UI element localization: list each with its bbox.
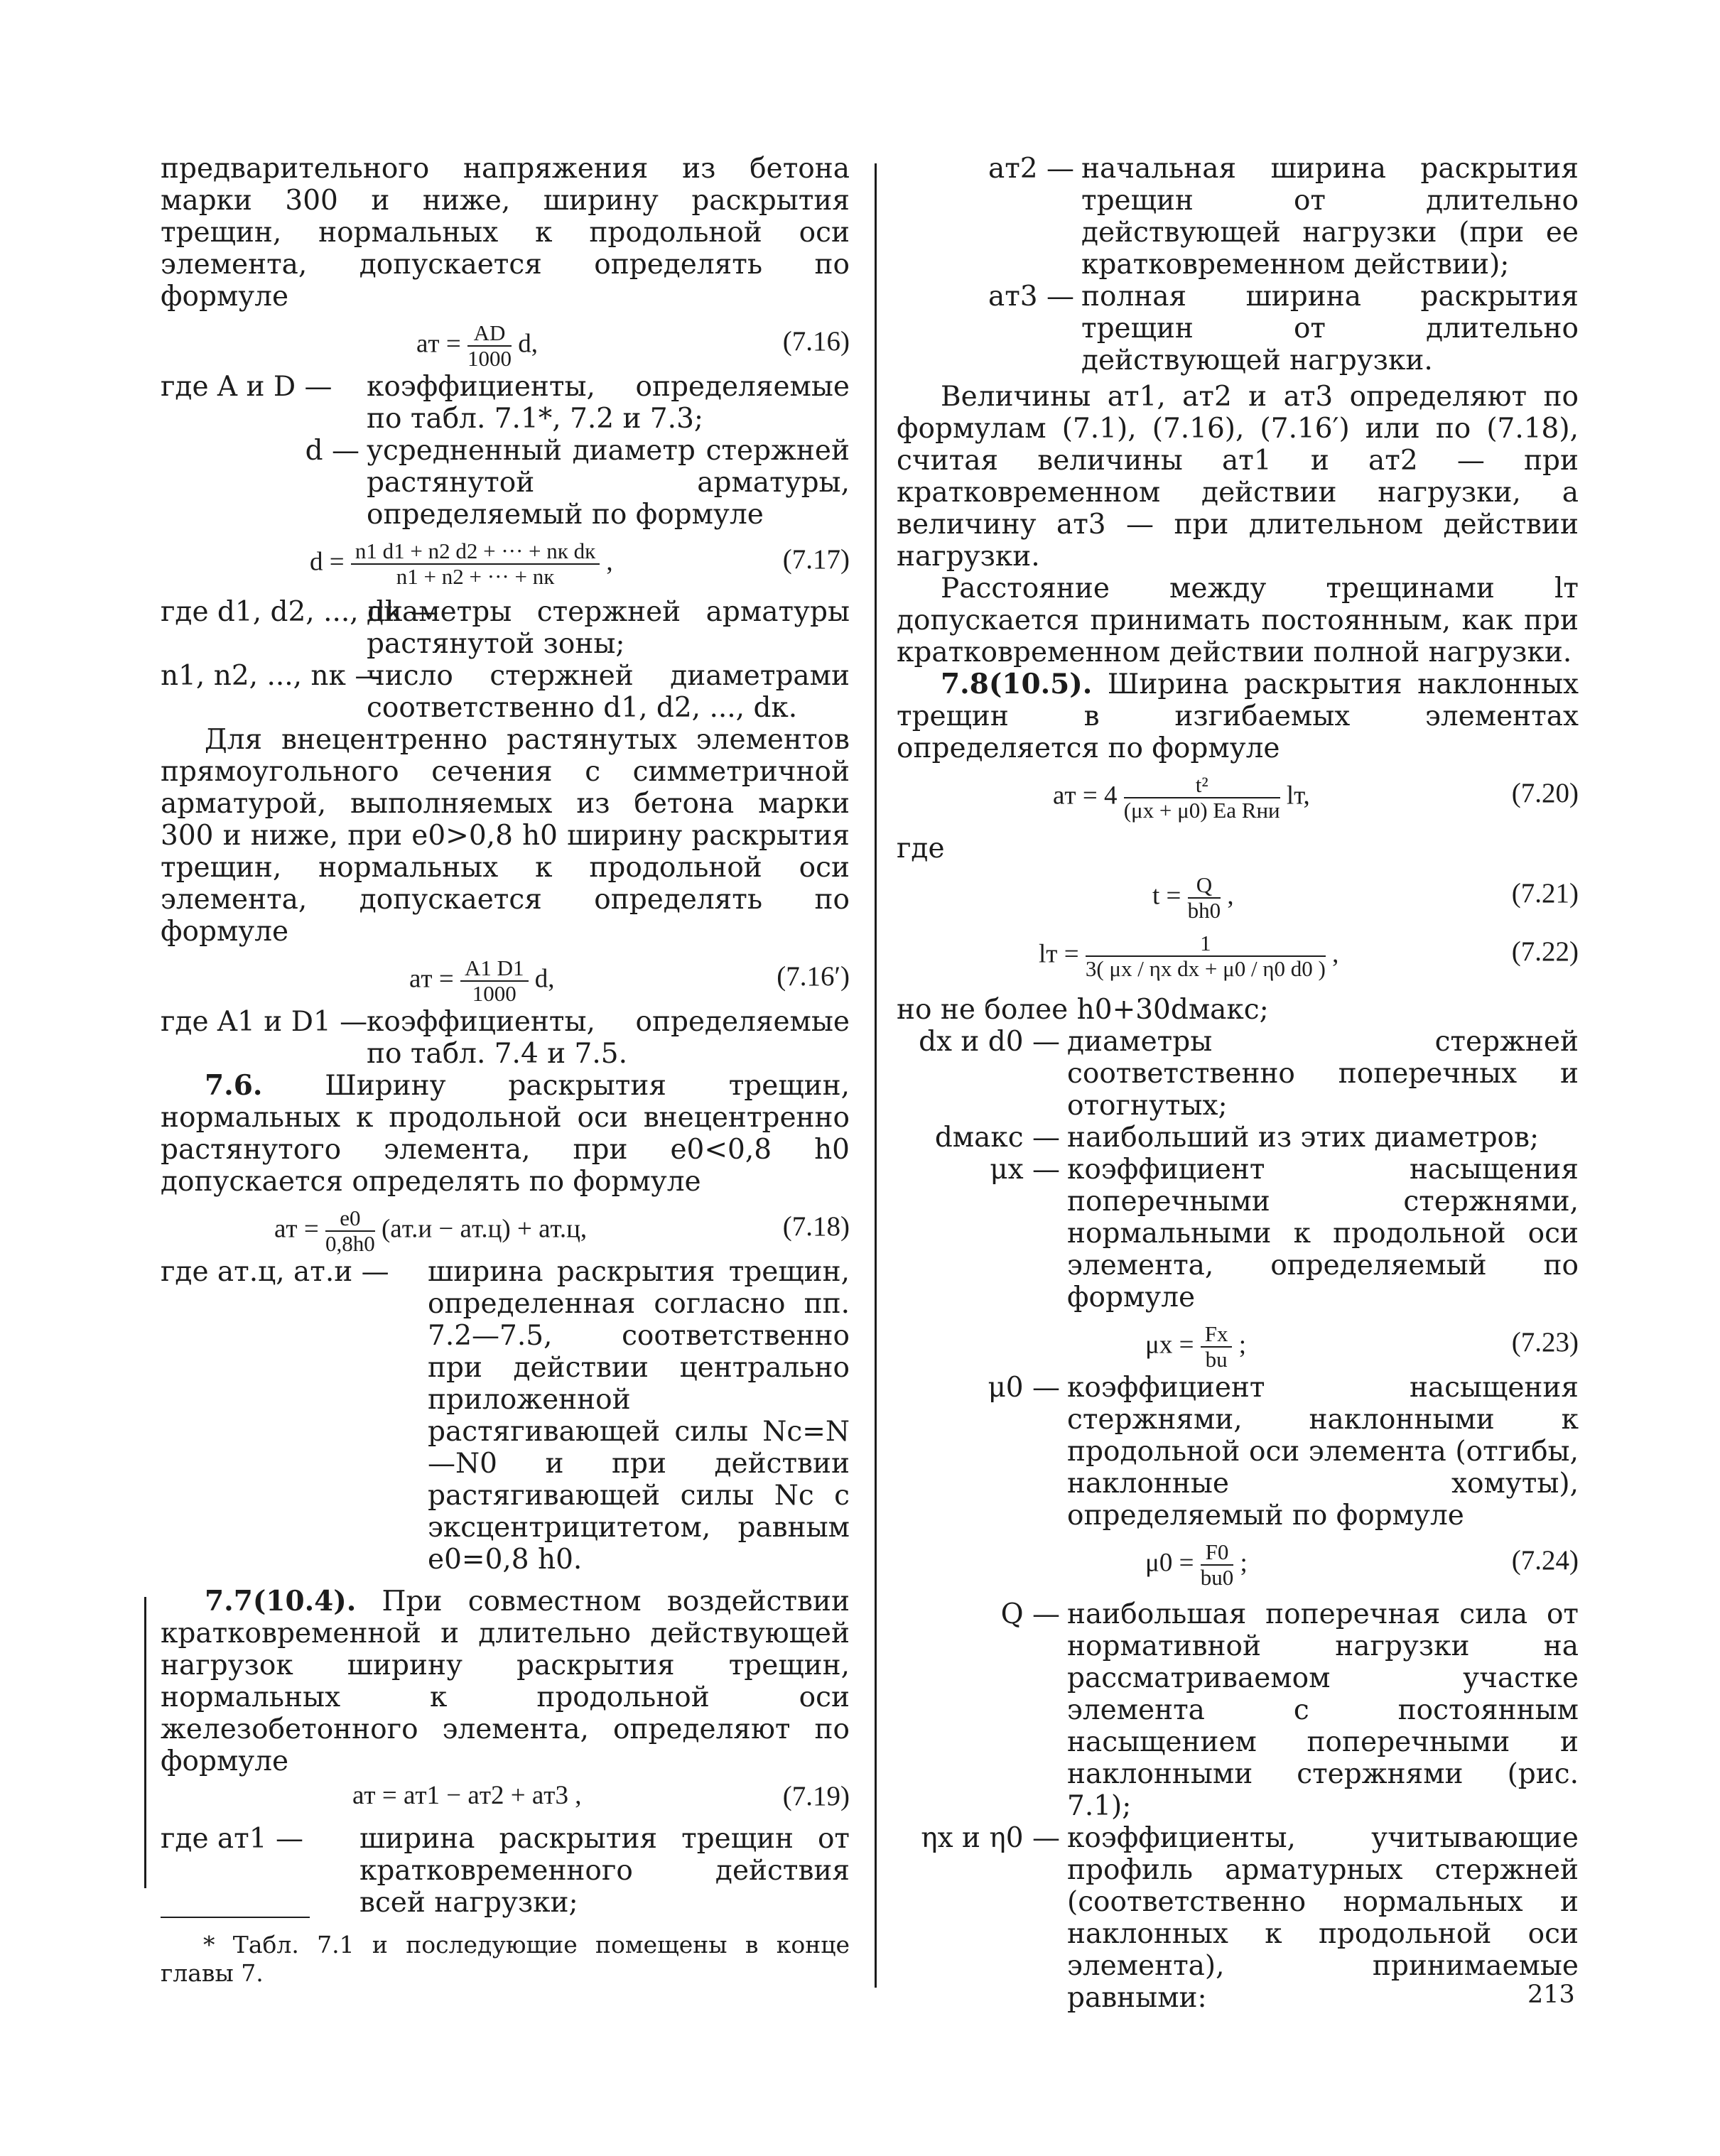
- fraction-numerator: 1: [1086, 931, 1326, 957]
- section-heading: 7.8(10.5).: [941, 668, 1093, 700]
- definition-text: наибольшая поперечная сила от нормативной нагрузки на рассматриваемом участке элемента с постоянным насыщением поперечными и наклонными стержнями (рис. 7.1);: [1067, 1598, 1579, 1822]
- formula-number: (7.18): [782, 1211, 850, 1242]
- fraction: [1188, 873, 1221, 923]
- definition-text: коэффициенты, определяемые по табл. 7.1*, 7.2 и 7.3;: [367, 371, 850, 435]
- formula-number: (7.17): [782, 544, 850, 575]
- definition-at3: [897, 281, 1579, 377]
- formula-rhs: d,: [534, 964, 555, 994]
- page-number: 213: [1527, 1981, 1575, 2009]
- formula-7-22: [897, 923, 1579, 994]
- formula-rhs: ,: [606, 547, 613, 577]
- definition-text: начальная ширина раскрытия трещин от длительно действующей нагрузки (при ее кратковременном действии);: [1081, 153, 1579, 281]
- definition-term: aт3 —: [988, 281, 1074, 313]
- fraction-numerator: F0: [1201, 1540, 1234, 1566]
- definition-term: d —: [305, 435, 359, 467]
- formula-lhs: aт =: [409, 964, 454, 994]
- formula-lhs: aт = 4: [1053, 781, 1118, 811]
- formula-number: (7.23): [1511, 1327, 1579, 1358]
- formula-rhs: d,: [518, 329, 538, 359]
- formula-rhs: ;: [1240, 1548, 1248, 1578]
- fraction: [1086, 931, 1326, 981]
- fraction: [351, 539, 600, 589]
- fraction-numerator: AD: [467, 321, 512, 347]
- definition-term: aт2 —: [988, 153, 1074, 185]
- formula-7-24: [897, 1532, 1579, 1590]
- formula-7-20: [897, 764, 1579, 833]
- formula-rhs: lт,: [1286, 781, 1310, 811]
- margin-bar: [144, 1597, 146, 1888]
- definition-term: dмакс —: [934, 1122, 1060, 1154]
- definition-text: коэффициент насыщения стержнями, наклонными к продольной оси элемента (отгибы, наклонные хомуты), определяемый по формуле: [1067, 1372, 1579, 1532]
- definition-a1-d1: [161, 1006, 850, 1070]
- definition-text: усредненный диаметр стержней растянутой арматуры, определяемый по формуле: [367, 435, 850, 531]
- definition-dx-d0: [897, 1026, 1579, 1122]
- definition-term: μx —: [990, 1154, 1060, 1186]
- definition-term: μ0 —: [988, 1372, 1060, 1404]
- definition-text: число стержней диаметрами соответственно d1, d2, ..., dк.: [367, 660, 850, 724]
- definition-term: dx и d0 —: [919, 1026, 1060, 1058]
- definition-text: диаметры стержней арматуры растянутой зоны;: [367, 596, 850, 660]
- fraction-numerator: t²: [1124, 773, 1280, 798]
- definition-term: Q —: [1000, 1598, 1060, 1630]
- paragraph: но не более h0+30dмакс;: [897, 994, 1269, 1026]
- definition-mux: [897, 1154, 1579, 1313]
- definition-text: коэффициент насыщения поперечными стержнями, нормальными к продольной оси элемента, определяемый по формуле: [1067, 1154, 1579, 1313]
- definition-text: коэффициенты, определяемые по табл. 7.4 и 7.5.: [367, 1006, 850, 1070]
- definition-term: где A и D —: [161, 371, 332, 403]
- definition-d: [161, 435, 850, 531]
- formula-number: (7.16): [782, 326, 850, 357]
- definition-text: диаметры стержней соответственно поперечных и отогнутых;: [1067, 1026, 1579, 1122]
- fraction: [1124, 773, 1280, 823]
- section-text: Ширина раскрытия наклонных трещин в изгибаемых элементах определяется по формуле: [897, 668, 1579, 764]
- formula-lhs: d =: [310, 547, 345, 577]
- definition-term: ηx и η0 —: [921, 1822, 1060, 1854]
- fraction: [467, 321, 512, 371]
- formula-lhs: lт =: [1039, 939, 1079, 969]
- formula-lhs: t =: [1152, 881, 1181, 911]
- definition-term: где aт1 —: [161, 1823, 303, 1855]
- formula-7-16: [161, 313, 850, 371]
- section-heading: 7.7(10.4).: [205, 1585, 357, 1618]
- paragraph: Для внецентренно растянутых элементов прямоугольного сечения с симметричной арматурой, выполняемых из бетона марки 300 и ниже, при e0>0,8 h0 ширину раскрытия трещин, нормальных к продольной оси элемента, допускается определять по формуле: [161, 724, 850, 948]
- formula-rhs: (aт.и − aт.ц) + aт.ц,: [381, 1214, 588, 1244]
- definition-nk: [161, 660, 850, 724]
- definition-at2: [897, 153, 1579, 281]
- formula-7-21: [897, 865, 1579, 923]
- fraction-denominator: n1 + n2 + ··· + nк: [396, 564, 555, 589]
- definition-text: полная ширина раскрытия трещин от длительно действующей нагрузки.: [1081, 281, 1579, 377]
- definition-q: [897, 1598, 1579, 1822]
- fraction-numerator: A1 D1: [460, 956, 529, 982]
- definition-at-c-i: [161, 1256, 850, 1576]
- section-heading: 7.6.: [205, 1069, 263, 1102]
- formula-rhs: ,: [1332, 939, 1339, 969]
- definition-term: где A1 и D1 —: [161, 1006, 368, 1038]
- formula-number: (7.24): [1511, 1545, 1579, 1576]
- definition-eta: [897, 1822, 1579, 2014]
- definition-dk: [161, 596, 850, 660]
- section-7-7: [161, 1586, 850, 1777]
- footnote: * Табл. 7.1 и последующие помещены в конце главы 7.: [161, 1931, 850, 1987]
- formula-number: (7.22): [1511, 936, 1579, 967]
- fraction-numerator: Fx: [1201, 1322, 1233, 1348]
- gde-label: где: [897, 833, 945, 865]
- definition-text: коэффициенты, учитывающие профиль арматурных стержней (соответственно нормальных и наклонных к продольной оси элемента), принимаемые равными:: [1067, 1822, 1579, 2014]
- formula-7-16-prime: [161, 948, 850, 1006]
- definition-dmax: [897, 1122, 1579, 1154]
- formula-expression: aт = aт1 − aт2 + aт3 ,: [352, 1781, 582, 1810]
- formula-7-18: [161, 1198, 850, 1256]
- fraction: [1201, 1322, 1233, 1372]
- paragraph: Величины aт1, aт2 и aт3 определяют по формулам (7.1), (7.16), (7.16′) или по (7.18), считая величины aт1 и aт2 — при кратковременном действии нагрузки, а величину aт3 — при длительном действии нагрузки.: [897, 381, 1579, 573]
- formula-number: (7.20): [1511, 778, 1579, 808]
- column-divider: [875, 163, 877, 1988]
- formula-7-17: [161, 531, 850, 596]
- definition-text: ширина раскрытия трещин от кратковременного действия всей нагрузки;: [359, 1823, 850, 1919]
- formula-number: (7.16′): [777, 961, 850, 992]
- fraction-denominator: 1000: [472, 981, 516, 1006]
- section-7-8: [897, 668, 1579, 764]
- formula-rhs: ;: [1238, 1330, 1246, 1360]
- formula-lhs: aт =: [416, 329, 461, 359]
- fraction-denominator: 0,8h0: [325, 1231, 375, 1256]
- footnote-rule: [161, 1917, 310, 1918]
- fraction-denominator: (μx + μ0) Eа Rни: [1123, 798, 1280, 823]
- definition-a-d: [161, 371, 850, 435]
- fraction: [1201, 1540, 1234, 1590]
- fraction-numerator: Q: [1188, 873, 1221, 899]
- fraction-denominator: bu0: [1200, 1565, 1234, 1590]
- formula-lhs: μ0 =: [1145, 1548, 1194, 1578]
- fraction: [460, 956, 529, 1006]
- footnote-block: [161, 1931, 850, 1988]
- definition-at1: [161, 1823, 850, 1919]
- formula-rhs: ,: [1227, 881, 1234, 911]
- formula-number: (7.21): [1511, 878, 1579, 909]
- formula-lhs: aт =: [274, 1214, 319, 1244]
- section-text: При совместном воздействии кратковременной и длительно действующей нагрузок ширину раскрытия трещин, нормальных к продольной оси железобетонного элемента, определяют по формуле: [161, 1586, 850, 1777]
- formula-number: (7.19): [782, 1781, 850, 1811]
- formula-7-19: [161, 1777, 850, 1823]
- definition-text: наибольший из этих диаметров;: [1067, 1122, 1540, 1154]
- definition-term: где aт.ц, aт.и —: [161, 1256, 389, 1288]
- formula-lhs: μx =: [1145, 1330, 1194, 1360]
- fraction-numerator: e0: [325, 1206, 375, 1232]
- section-text: Ширину раскрытия трещин, нормальных к продольной оси внецентренно растянутого элемента, при e0<0,8 h0 допускается определять по формуле: [161, 1070, 850, 1198]
- definition-term: где d1, d2, ..., dk —: [161, 596, 439, 628]
- fraction-numerator: n1 d1 + n2 d2 + ··· + nк dк: [351, 539, 600, 565]
- formula-7-23: [897, 1313, 1579, 1372]
- fraction-denominator: 3( μx / ηx dx + μ0 / η0 d0 ): [1085, 956, 1326, 981]
- fraction-denominator: bu: [1205, 1347, 1228, 1372]
- section-7-6: [161, 1070, 850, 1198]
- paragraph: Расстояние между трещинами lт допускается принимать постоянным, как при кратковременном действии полной нагрузки.: [897, 573, 1579, 668]
- right-column: [897, 153, 1579, 2014]
- left-column: [161, 153, 850, 1919]
- fraction: [325, 1206, 375, 1256]
- definition-term: n1, n2, ..., nк —: [161, 660, 383, 692]
- fraction-denominator: 1000: [467, 346, 512, 371]
- definition-mu0: [897, 1372, 1579, 1532]
- fraction-denominator: bh0: [1187, 898, 1221, 923]
- paragraph: предварительного напряжения из бетона марки 300 и ниже, ширину раскрытия трещин, нормальных к продольной оси элемента, допускается определять по формуле: [161, 153, 850, 313]
- definition-text: ширина раскрытия трещин, определенная согласно пп. 7.2—7.5, соответственно при действии центрально приложенной растягивающей силы Nc=N—N0 и при действии растягивающей силы Nc с эксцентрицитетом, равным e0=0,8 h0.: [428, 1256, 850, 1576]
